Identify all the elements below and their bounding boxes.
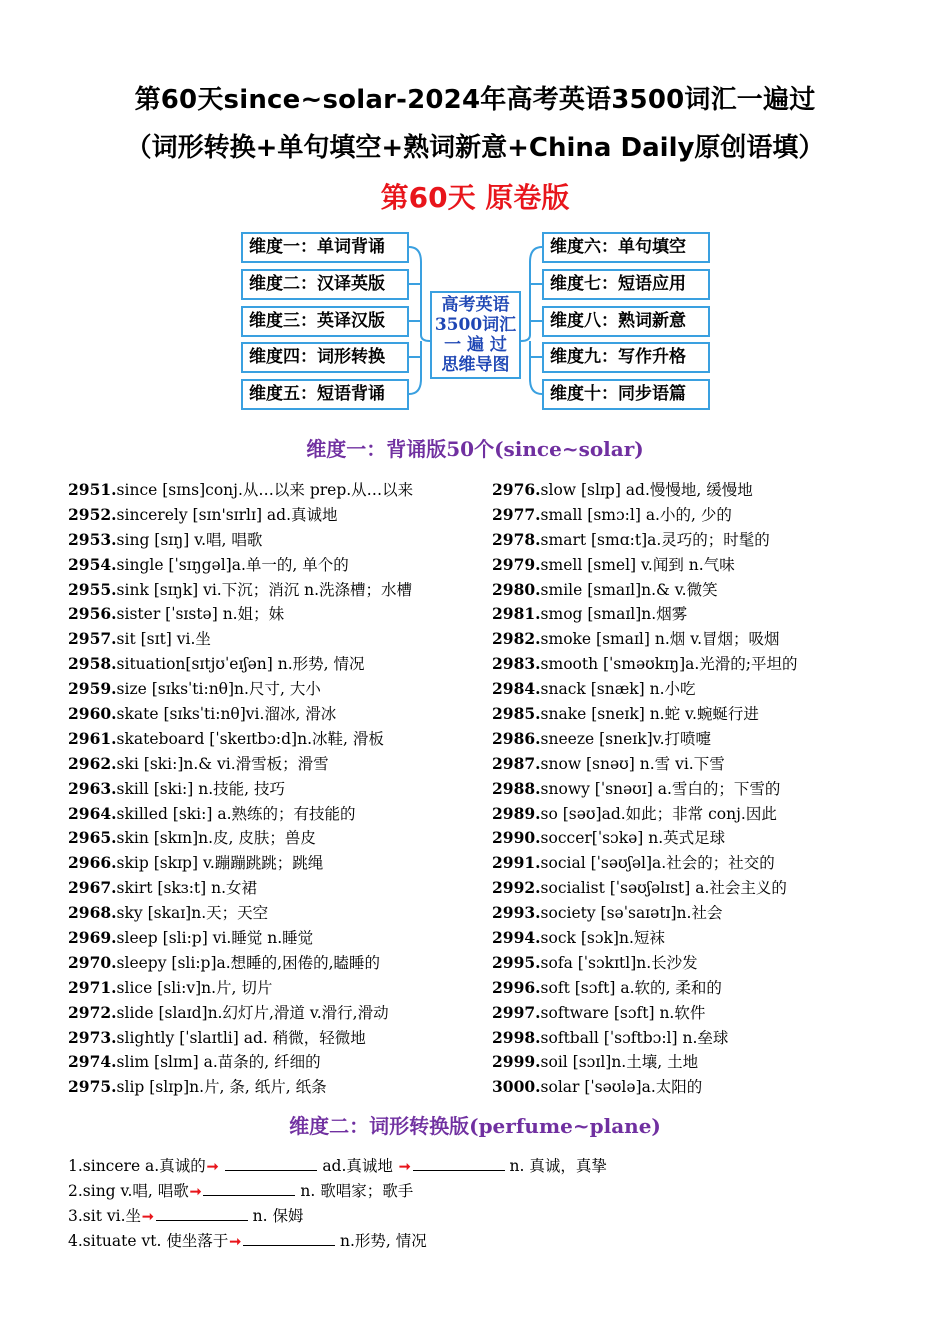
vocab-definition: small [smɔ:l] a.小的, 少的 bbox=[540, 505, 732, 524]
vocab-definition: skill [ski:] n.技能, 技巧 bbox=[116, 779, 286, 798]
vocab-entry bbox=[492, 926, 798, 951]
vocab-definition: sit [sɪt] vi.坐 bbox=[116, 630, 211, 649]
vocab-definition: skilled [ski:] a.熟练的；有技能的 bbox=[116, 804, 356, 823]
vocab-definition: since [sɪns]conj.从…以来 prep.从…以来 bbox=[116, 481, 414, 499]
vocab-definition: skin [skɪn]n.皮, 皮肤；兽皮 bbox=[116, 829, 316, 848]
vocab-entry bbox=[492, 752, 798, 777]
vocab-number: 2990. bbox=[492, 828, 541, 848]
vocab-number: 2991. bbox=[492, 853, 541, 873]
vocab-number: 2959. bbox=[68, 679, 117, 699]
vocab-definition: slip [slɪp]n.片, 条, 纸片, 纸条 bbox=[116, 1078, 327, 1097]
vocab-definition: skate [sɪksˈti:nθ]vi.溜冰, 滑冰 bbox=[116, 705, 337, 724]
vocab-number: 2980. bbox=[492, 579, 541, 599]
vocab-entry bbox=[68, 602, 413, 627]
mindmap-center-line: 思维导图 bbox=[441, 355, 510, 375]
vocab-number: 2954. bbox=[68, 554, 117, 574]
vocab-definition: sky [skaɪ]n.天；天空 bbox=[116, 904, 269, 923]
vocab-number: 2951. bbox=[68, 480, 117, 499]
vocab-definition: slice [sli:v]n.片, 切片 bbox=[116, 978, 273, 997]
vocab-entry bbox=[68, 851, 413, 876]
vocab-entry bbox=[492, 627, 798, 652]
vocab-definition: slightly [ˈslaɪtli] ad. 稍微，轻微地 bbox=[116, 1028, 366, 1047]
vocab-entry bbox=[492, 1001, 798, 1026]
exercise-answer-hint: n. 真诚，真挚 bbox=[504, 1157, 607, 1175]
answer-blank[interactable] bbox=[225, 1154, 317, 1171]
vocab-entry bbox=[68, 876, 413, 901]
vocab-entry bbox=[68, 677, 413, 702]
vocab-number: 2952. bbox=[68, 504, 117, 524]
vocab-entry bbox=[492, 727, 798, 752]
vocab-entry bbox=[492, 503, 798, 528]
vocab-entry bbox=[68, 1050, 413, 1075]
vocab-entry bbox=[492, 1075, 798, 1100]
vocab-number: 2986. bbox=[492, 728, 541, 748]
answer-blank[interactable] bbox=[156, 1204, 248, 1221]
vocab-entry bbox=[68, 503, 413, 528]
exercise-answer-hint: n. 歌唱家；歌手 bbox=[295, 1182, 414, 1200]
vocab-number: 2988. bbox=[492, 778, 541, 798]
vocab-definition: slide [slaɪd]n.幻灯片,滑道 v.滑行,滑动 bbox=[116, 1003, 389, 1022]
vocab-definition: snowy [ˈsnəʊɪ] a.雪白的；下雪的 bbox=[540, 779, 781, 798]
vocab-number: 2955. bbox=[68, 579, 117, 599]
answer-blank[interactable] bbox=[203, 1179, 295, 1196]
vocab-entry bbox=[492, 652, 798, 677]
vocab-definition: sleep [sli:p] vi.睡觉 n.睡觉 bbox=[116, 929, 314, 948]
vocab-definition: size [sɪksˈti:nθ]n.尺寸, 大小 bbox=[116, 680, 321, 699]
vocab-number: 2995. bbox=[492, 952, 541, 972]
vocab-number: 2967. bbox=[68, 878, 117, 898]
vocab-definition: sister [ˈsɪstə] n.姐；妹 bbox=[116, 605, 285, 624]
vocab-entry bbox=[68, 553, 413, 578]
arrow-icon: ➞ bbox=[206, 1159, 219, 1175]
vocab-entry bbox=[68, 478, 413, 503]
vocab-number: 2971. bbox=[68, 977, 117, 997]
vocab-number: 2964. bbox=[68, 803, 117, 823]
vocab-number: 2975. bbox=[68, 1077, 117, 1097]
vocab-definition: sneeze [sneɪk]v.打喷嚏 bbox=[540, 729, 711, 748]
vocab-definition: smog [smaɪl]n.烟雾 bbox=[540, 605, 688, 624]
vocab-number: 2972. bbox=[68, 1002, 117, 1022]
vocab-number: 2963. bbox=[68, 778, 117, 798]
vocab-entry bbox=[68, 752, 413, 777]
mindmap-box: 维度七：短语应用 bbox=[542, 269, 710, 300]
vocab-number: 3000. bbox=[492, 1077, 541, 1097]
vocab-definition: socialist [ˈsəʊʃəlɪst] a.社会主义的 bbox=[540, 879, 787, 898]
mindmap-box: 维度一：单词背诵 bbox=[241, 232, 409, 263]
vocab-definition: snow [snəʊ] n.雪 vi.下雪 bbox=[540, 754, 725, 773]
vocab-entry bbox=[68, 802, 413, 827]
vocab-entry bbox=[492, 777, 798, 802]
exercise-row bbox=[68, 1154, 607, 1179]
vocab-entry bbox=[68, 1075, 413, 1100]
vocab-definition: smoke [smaɪl] n.烟 v.冒烟；吸烟 bbox=[540, 630, 780, 649]
vocab-number: 2976. bbox=[492, 480, 541, 499]
vocab-definition: snack [snæk] n.小吃 bbox=[540, 680, 696, 699]
vocab-definition: sink [sɪŋk] vi.下沉；消沉 n.洗涤槽；水槽 bbox=[116, 580, 413, 599]
vocab-definition: sing [sɪŋ] v.唱, 唱歌 bbox=[116, 530, 263, 549]
vocab-number: 2968. bbox=[68, 903, 117, 923]
mindmap-center-line: 一 遍 过 bbox=[444, 335, 507, 355]
vocab-number: 2999. bbox=[492, 1052, 541, 1072]
section-heading-word-forms: 维度二：词形转换版(perfume~plane) bbox=[289, 1114, 661, 1138]
vocab-definition: situation[sɪtjʊˈeɪʃən] n.形势, 情况 bbox=[116, 655, 365, 674]
vocab-number: 2994. bbox=[492, 928, 541, 948]
vocab-number: 2987. bbox=[492, 753, 541, 773]
vocab-definition: society [səˈsaɪətɪ]n.社会 bbox=[540, 904, 723, 923]
vocab-definition: soil [sɔɪl]n.土壤, 土地 bbox=[540, 1053, 699, 1072]
vocab-number: 2996. bbox=[492, 977, 541, 997]
word-list-left bbox=[68, 478, 413, 1100]
vocab-entry bbox=[492, 578, 798, 603]
vocab-number: 2969. bbox=[68, 928, 117, 948]
vocab-number: 2993. bbox=[492, 903, 541, 923]
mindmap-box: 维度五：短语背诵 bbox=[241, 379, 409, 410]
vocab-number: 2965. bbox=[68, 828, 117, 848]
vocab-entry bbox=[68, 627, 413, 652]
mindmap-box: 维度二：汉译英版 bbox=[241, 269, 409, 300]
vocab-number: 2998. bbox=[492, 1027, 541, 1047]
arrow-icon: ➞ bbox=[142, 1209, 154, 1225]
vocab-entry bbox=[492, 876, 798, 901]
mindmap-box: 维度四：词形转换 bbox=[241, 342, 409, 373]
vocab-definition: skirt [skɜ:t] n.女裙 bbox=[116, 879, 258, 898]
vocab-definition: ski [ski:]n.& vi.滑雪板；滑雪 bbox=[116, 754, 329, 773]
vocab-definition: single [ˈsɪŋgəl]a.单一的, 单个的 bbox=[116, 555, 349, 574]
mindmap-box: 维度八：熟词新意 bbox=[542, 306, 710, 337]
page-subtitle: 第60天 原卷版 bbox=[380, 181, 570, 214]
vocab-entry bbox=[68, 727, 413, 752]
exercise-answer-hint: n.形势, 情况 bbox=[335, 1232, 427, 1250]
vocab-number: 2983. bbox=[492, 654, 541, 674]
exercise-prompt: 3.sit vi.坐 bbox=[68, 1207, 141, 1225]
mindmap-box: 维度六：单句填空 bbox=[542, 232, 710, 263]
vocab-number: 2970. bbox=[68, 952, 117, 972]
vocab-number: 2957. bbox=[68, 629, 117, 649]
vocab-number: 2982. bbox=[492, 629, 541, 649]
vocab-number: 2992. bbox=[492, 878, 541, 898]
vocab-number: 2974. bbox=[68, 1052, 117, 1072]
vocab-number: 2961. bbox=[68, 728, 117, 748]
arrow-icon: ➞ bbox=[229, 1234, 242, 1250]
vocab-definition: sincerely [sɪn'sɪrlɪ] ad.真诚地 bbox=[116, 505, 338, 524]
vocab-entry bbox=[68, 1001, 413, 1026]
vocab-entry bbox=[68, 901, 413, 926]
vocab-entry bbox=[492, 528, 798, 553]
page-title-line2: （词形转换+单句填空+熟词新意+China Daily原创语填） bbox=[125, 133, 825, 163]
vocab-number: 2979. bbox=[492, 554, 541, 574]
exercise-mid: ad.真诚地 bbox=[317, 1157, 398, 1175]
vocab-definition: soft [sɔft] a.软的, 柔和的 bbox=[540, 978, 722, 997]
vocab-definition: softball [ˈsɔftbɔ:l] n.垒球 bbox=[540, 1028, 729, 1047]
vocab-definition: skateboard [ˈskeɪtbɔ:d]n.冰鞋, 滑板 bbox=[116, 729, 384, 748]
vocab-entry bbox=[68, 826, 413, 851]
mindmap-box: 维度三：英译汉版 bbox=[241, 306, 409, 337]
vocab-definition: software [sɔft] n.软件 bbox=[540, 1003, 706, 1022]
vocab-number: 2985. bbox=[492, 704, 541, 724]
mindmap-box: 维度十：同步语篇 bbox=[542, 379, 710, 410]
vocab-definition: sleepy [sli:p]a.想睡的,困倦的,瞌睡的 bbox=[116, 953, 381, 972]
vocab-number: 2956. bbox=[68, 604, 117, 624]
word-form-exercises bbox=[68, 1154, 607, 1254]
arrow-icon: ➞ bbox=[189, 1184, 202, 1200]
vocab-definition: snake [sneɪk] n.蛇 v.蜿蜒行进 bbox=[540, 705, 759, 724]
vocab-entry bbox=[492, 677, 798, 702]
exercise-prompt: 2.sing v.唱, 唱歌 bbox=[68, 1182, 189, 1200]
page-title: 第60天since~solar-2024年高考英语3500词汇一遍过 bbox=[134, 85, 816, 115]
exercise-row bbox=[68, 1204, 607, 1229]
vocab-entry bbox=[492, 553, 798, 578]
word-list-right bbox=[492, 478, 798, 1100]
exercise-row bbox=[68, 1229, 607, 1254]
vocab-definition: smile [smaɪl]n.& v.微笑 bbox=[540, 580, 718, 599]
vocab-definition: solar [ˈsəʊlə]a.太阳的 bbox=[540, 1078, 703, 1097]
vocab-definition: soccer[ˈsɔkə] n.英式足球 bbox=[540, 829, 726, 848]
answer-blank[interactable] bbox=[413, 1154, 505, 1171]
vocab-entry bbox=[68, 951, 413, 976]
vocab-definition: social [ˈsəʊʃəl]a.社会的；社交的 bbox=[540, 854, 775, 873]
vocab-entry bbox=[492, 826, 798, 851]
vocab-number: 2953. bbox=[68, 529, 117, 549]
mindmap-box: 维度九：写作升格 bbox=[542, 342, 710, 373]
vocab-entry bbox=[492, 901, 798, 926]
mindmap-center bbox=[430, 291, 521, 379]
vocab-definition: slow [slɪp] ad.慢慢地, 缓慢地 bbox=[540, 481, 753, 499]
vocab-number: 2978. bbox=[492, 529, 541, 549]
vocab-number: 2989. bbox=[492, 803, 541, 823]
vocab-entry bbox=[492, 602, 798, 627]
vocab-entry bbox=[68, 777, 413, 802]
vocab-definition: so [səʊ]ad.如此；非常 conj.因此 bbox=[540, 804, 777, 823]
vocab-definition: smooth [ˈsməʊkɪŋ]a.光滑的;平坦的 bbox=[540, 655, 798, 674]
vocab-definition: skip [skɪp] v.蹦蹦跳跳；跳绳 bbox=[116, 854, 324, 873]
vocab-number: 2981. bbox=[492, 604, 541, 624]
vocab-entry bbox=[492, 976, 798, 1001]
answer-blank[interactable] bbox=[243, 1229, 335, 1246]
arrow-icon: ➞ bbox=[398, 1159, 411, 1175]
vocab-entry bbox=[68, 926, 413, 951]
vocab-definition: smell [smel] v.闻到 n.气味 bbox=[540, 555, 735, 574]
exercise-prompt: 1.sincere a.真诚的 bbox=[68, 1157, 206, 1175]
vocab-definition: sofa [ˈsɔkɪtl]n.长沙发 bbox=[540, 953, 698, 972]
mindmap-center-line: 高考英语 bbox=[441, 295, 510, 315]
exercise-prompt: 4.situate vt. 使坐落于 bbox=[68, 1232, 229, 1250]
vocab-entry bbox=[492, 702, 798, 727]
vocab-number: 2997. bbox=[492, 1002, 541, 1022]
vocab-definition: slim [slɪm] a.苗条的, 纤细的 bbox=[116, 1053, 321, 1072]
vocab-entry bbox=[68, 652, 413, 677]
exercise-row bbox=[68, 1179, 607, 1204]
vocab-number: 2966. bbox=[68, 853, 117, 873]
vocab-definition: sock [sɔk]n.短袜 bbox=[540, 929, 665, 948]
vocab-entry bbox=[492, 1050, 798, 1075]
vocab-entry bbox=[68, 528, 413, 553]
mindmap-center-line: 3500词汇 bbox=[434, 315, 517, 335]
section-heading-recite: 维度一：背诵版50个(since~solar) bbox=[306, 437, 644, 461]
vocab-entry bbox=[492, 951, 798, 976]
vocab-entry bbox=[68, 702, 413, 727]
vocab-entry bbox=[492, 802, 798, 827]
vocab-definition: smart [smɑ:t]a.灵巧的；时髦的 bbox=[540, 530, 770, 549]
vocab-number: 2977. bbox=[492, 504, 541, 524]
vocab-entry bbox=[68, 976, 413, 1001]
vocab-entry bbox=[68, 578, 413, 603]
vocab-entry bbox=[492, 851, 798, 876]
exercise-answer-hint: n. 保姆 bbox=[247, 1207, 304, 1225]
vocab-entry bbox=[68, 1026, 413, 1051]
vocab-number: 2973. bbox=[68, 1027, 117, 1047]
vocab-entry bbox=[492, 478, 798, 503]
vocab-number: 2958. bbox=[68, 654, 117, 674]
vocab-number: 2962. bbox=[68, 753, 117, 773]
vocab-number: 2984. bbox=[492, 679, 541, 699]
vocab-number: 2960. bbox=[68, 704, 117, 724]
vocab-entry bbox=[492, 1026, 798, 1051]
